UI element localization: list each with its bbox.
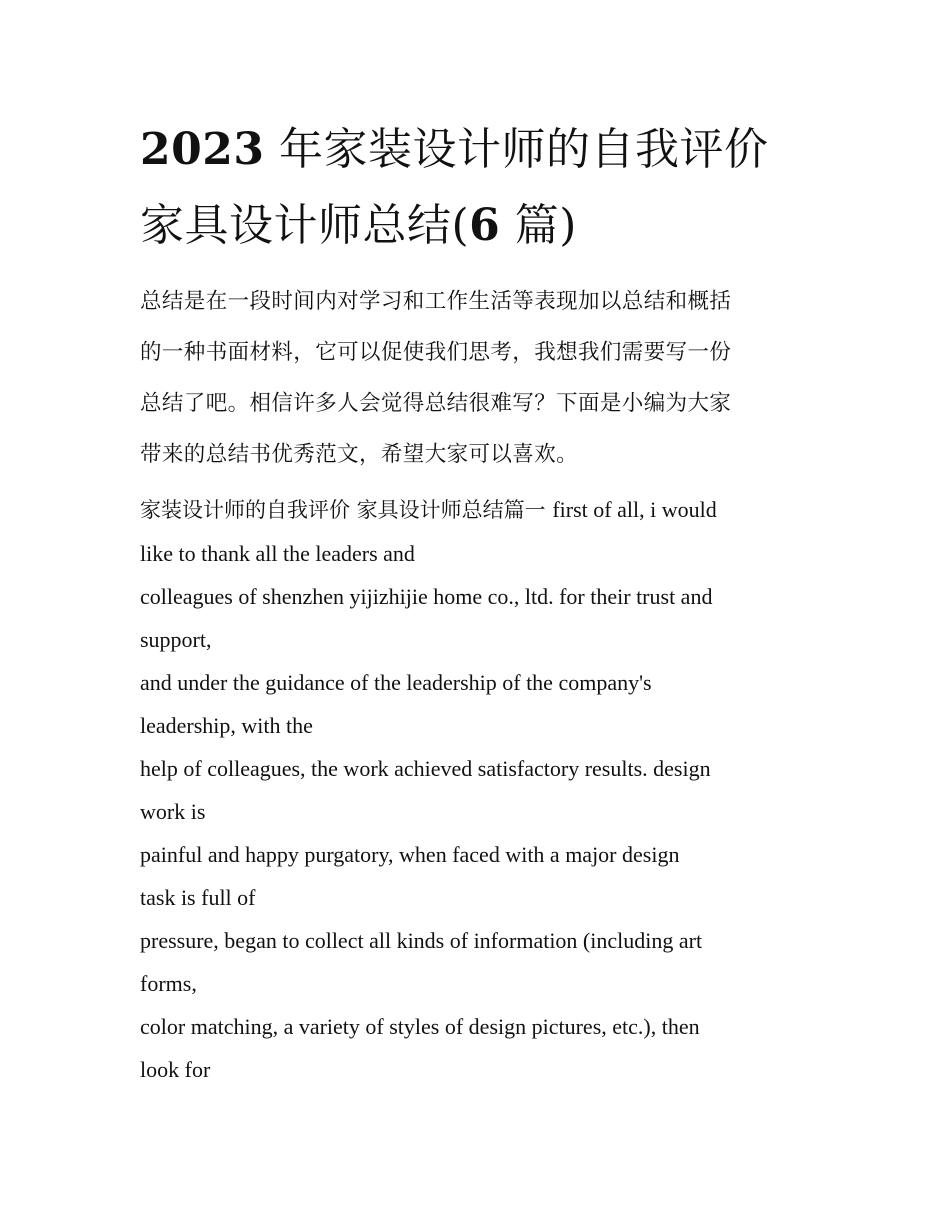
body-line: pressure, began to collect all kinds of information (including art: [140, 928, 703, 953]
title-line-1: [140, 112, 815, 188]
section-heading-line: [140, 488, 815, 532]
title-year: 2023: [140, 124, 265, 175]
body-line: support,: [140, 627, 212, 652]
document-title: [140, 112, 815, 264]
intro-paragraph: [140, 276, 815, 480]
body-line: and under the guidance of the leadership of the company's: [140, 670, 652, 695]
body-line: work is: [140, 799, 206, 824]
document-content: [140, 112, 815, 1091]
section-heading-en: first of all, i would: [552, 497, 717, 522]
title-line-1-text: 年家装设计师的自我评价: [264, 124, 769, 175]
body-line: painful and happy purgatory, when faced with a major design: [140, 842, 680, 867]
body-line: colleagues of shenzhen yijizhijie home co., ltd. for their trust and: [140, 584, 713, 609]
intro-line: 的一种书面材料，它可以促使我们思考，我想我们需要写一份: [140, 340, 732, 365]
body-line: help of colleagues, the work achieved satisfactory results. design: [140, 756, 711, 781]
intro-line: 总结了吧。相信许多人会觉得总结很难写？下面是小编为大家: [140, 391, 732, 416]
body-line: task is full of: [140, 885, 256, 910]
title-line-2: [140, 188, 815, 264]
intro-line: 带来的总结书优秀范文，希望大家可以喜欢。: [140, 442, 579, 467]
title-line-2-text: 家具设计师总结(: [140, 200, 470, 251]
body-text: [140, 488, 815, 1091]
body-line: like to thank all the leaders and: [140, 541, 415, 566]
body-line: look for: [140, 1057, 211, 1082]
title-count: 6: [469, 200, 501, 251]
body-line: color matching, a variety of styles of design pictures, etc.), then: [140, 1014, 700, 1039]
body-line: leadership, with the: [140, 713, 313, 738]
section-heading-cn: 家装设计师的自我评价 家具设计师总结篇一: [140, 498, 553, 522]
body-line: forms,: [140, 971, 197, 996]
title-line-2-end: 篇): [500, 200, 577, 251]
intro-line: 总结是在一段时间内对学习和工作生活等表现加以总结和概括: [140, 289, 732, 314]
